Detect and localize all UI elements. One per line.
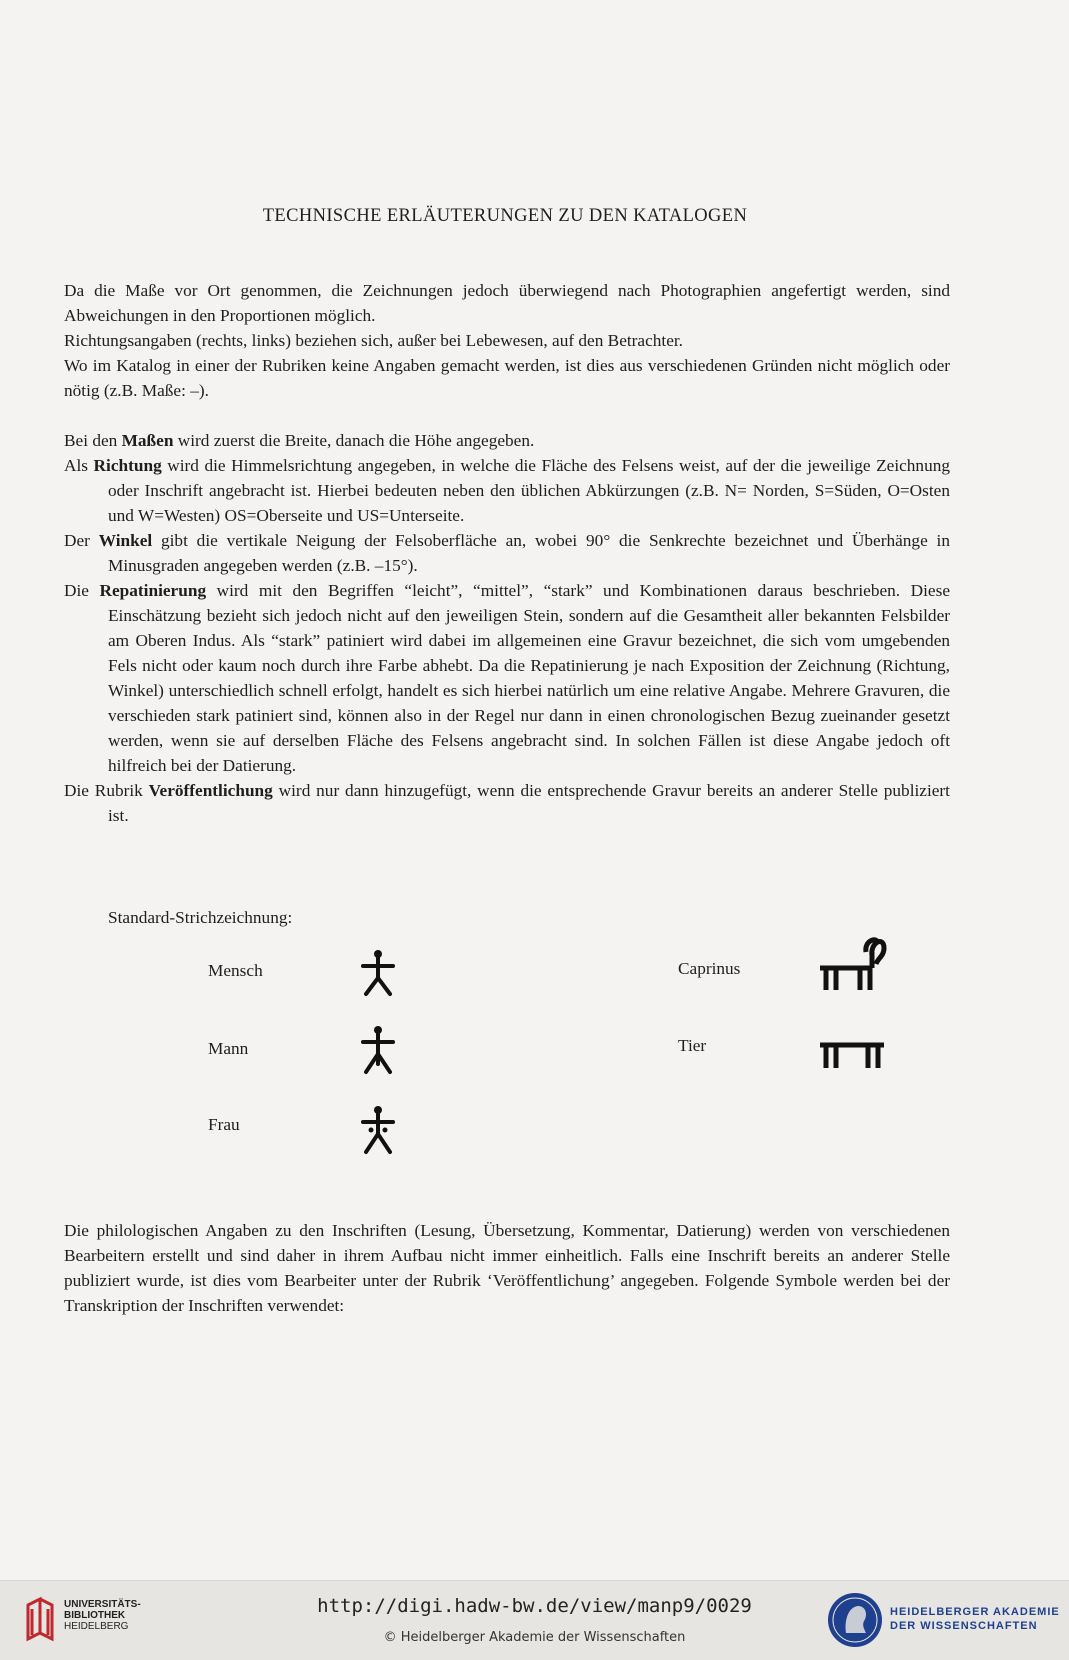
page-title: TECHNISCHE ERLÄUTERUNGEN ZU DEN KATALOGEN	[262, 206, 748, 226]
intro-paragraph-1: Da die Maße vor Ort genommen, die Zeichnungen jedoch überwiegend nach Photographien angefertigt werden, sind Abweichungen in den Proportionen möglich.	[64, 281, 950, 325]
body-text	[64, 278, 950, 828]
richtung-paragraph: Als Richtung wird die Himmelsrichtung angegeben, in welche die Fläche des Felsens weist, auf der die jeweilige Zeichnung oder Inschrift angebracht ist. Hierbei bedeuten neben den üblichen Abkürzungen (z.B. N= Norden, S=Süden, O=Osten und W=Westen) OS=Oberseite und US=Unterseite.	[64, 456, 950, 525]
veroeffentlichung-paragraph: Die Rubrik Veröffentlichung wird nur dann hinzugefügt, wenn die entsprechende Gravur bereits an anderer Stelle publiziert ist.	[64, 781, 950, 825]
academy-name: HEIDELBERGER AKADEMIE DER WISSENSCHAFTEN	[890, 1606, 1060, 1632]
symbol-label-frau: Frau	[208, 1115, 240, 1134]
symbol-label-caprinus: Caprinus	[678, 959, 741, 978]
philology-paragraph: Die philologischen Angaben zu den Inschriften (Lesung, Übersetzung, Kommentar, Datierung) werden von verschiedenen Bearbeitern erstellt und sind daher in ihrem Aufbau nicht immer einheitlich. Falls eine Inschrift bereits an anderer Stelle publiziert wurde, ist dies vom Bearbeiter unter der Rubrik ‘Veröffentlichung’ angegeben. Folgende Symbole werden bei der Transkription der Inschriften verwendet:	[64, 1221, 950, 1315]
intro-paragraph-2: Richtungsangaben (rechts, links) beziehen sich, außer bei Lebewesen, auf den Betrachter.	[64, 331, 684, 350]
standard-drawing-label: Standard-Strichzeichnung:	[108, 908, 293, 927]
frau-icon	[358, 1104, 398, 1156]
winkel-term: Winkel	[98, 531, 153, 550]
masse-paragraph: Bei den Maßen wird zuerst die Breite, danach die Höhe angegeben.	[64, 431, 535, 450]
permalink-url[interactable]: http://digi.hadw-bw.de/view/manp9/0029	[317, 1595, 752, 1617]
mann-icon	[358, 1024, 398, 1076]
tier-icon	[818, 1040, 886, 1070]
academy-seal-icon[interactable]	[826, 1591, 884, 1649]
intro-paragraph-3: Wo im Katalog in einer der Rubriken keine Angaben gemacht werden, ist dies aus verschiedenen Gründen nicht möglich oder nötig (z.B. Maße: –).	[64, 356, 950, 400]
repatinierung-paragraph: Die Repatinierung wird mit den Begriffen “leicht”, “mittel”, “stark” und Kombinationen daraus beschrieben. Diese Einschätzung bezieht sich jedoch nicht auf den jeweiligen Stein, sondern auf die Gesamtheit aller bekannten Felsbilder am Oberen Indus. Als “stark” patiniert wird dabei im allgemeinen eine Gravur bezeichnet, die sich vom umgebenden Fels nicht oder kaum noch durch ihre Farbe abhebt. Da die Repatinierung je nach Exposition der Zeichnung (Richtung, Winkel) unterschiedlich schnell erfolgt, handelt es sich hierbei natürlich um eine relative Angabe. Mehrere Gravuren, die verschieden stark patiniert sind, können also in der Regel nur dann in einen chronologischen Bezug zueinander gesetzt werden, wenn sie auf derselben Fläche des Felsens angebracht sind. In solchen Fällen ist diese Angabe jedoch oft hilfreich bei der Datierung.	[64, 581, 950, 775]
caprinus-icon	[816, 934, 888, 994]
university-library-name: UNIVERSITÄTS- BIBLIOTHEK HEIDELBERG	[64, 1599, 141, 1632]
symbol-label-mensch: Mensch	[208, 961, 263, 980]
masse-term: Maßen	[121, 431, 174, 450]
mensch-icon	[358, 948, 398, 998]
copyright-text: © Heidelberger Akademie der Wissenschaften	[383, 1630, 686, 1645]
viewer-footer	[0, 1580, 1069, 1660]
richtung-term: Richtung	[93, 456, 162, 475]
winkel-paragraph: Der Winkel gibt die vertikale Neigung der Felsoberfläche an, wobei 90° die Senkrechte bezeichnet und Überhänge in Minusgraden angegeben werden (z.B. –15°).	[64, 531, 950, 575]
symbol-label-tier: Tier	[678, 1036, 707, 1055]
veroeffentlichung-term: Veröffentlichung	[148, 781, 273, 800]
repatinierung-term: Repatinierung	[99, 581, 207, 600]
symbol-label-mann: Mann	[208, 1039, 249, 1058]
